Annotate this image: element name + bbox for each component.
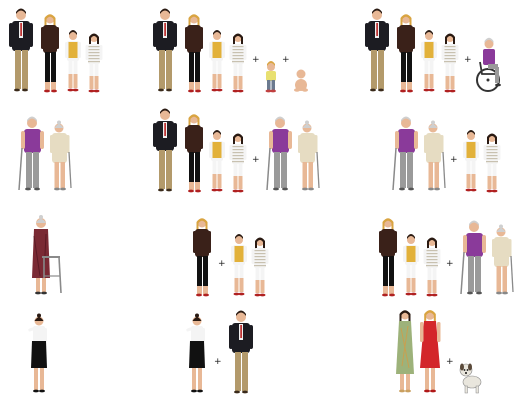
figure-boy-yellow (230, 234, 248, 296)
plus-sign: + (218, 259, 226, 269)
figure-boy-yellow (420, 30, 438, 92)
figure-girl-stripes (440, 32, 460, 92)
figure-man-suit (150, 108, 180, 192)
plus-sign: + (464, 55, 472, 65)
figure-old-woman-cream (296, 122, 320, 192)
figure-boy-yellow (64, 30, 82, 92)
figure-old-man-purple (16, 116, 46, 192)
plus-sign: + (252, 55, 260, 65)
figure-boy-yellow (402, 234, 420, 296)
figure-boy-yellow (208, 130, 226, 192)
figure-woman-brown (182, 12, 206, 92)
figure-woman-skirt (26, 314, 52, 394)
figure-woman-brown (394, 12, 418, 92)
figure-woman-green-dress (394, 308, 416, 394)
plus-sign: + (446, 259, 454, 269)
figure-man-suit (150, 8, 180, 92)
figure-old-man-purple (264, 116, 294, 192)
figure-baby (294, 68, 308, 92)
figure-girl-stripes (228, 32, 248, 92)
figure-old-man-purple (458, 220, 488, 296)
figure-small-dog (458, 358, 484, 394)
figure-person-wheelchair (476, 38, 500, 92)
figure-old-man-purple (390, 116, 420, 192)
plus-sign: + (282, 55, 290, 65)
figure-man-suit (362, 8, 392, 92)
figure-woman-brown (182, 112, 206, 192)
figure-man-suit (226, 310, 256, 394)
plus-sign: + (450, 155, 458, 165)
figure-boy-yellow (208, 30, 226, 92)
figure-boy-yellow (462, 130, 480, 192)
figure-old-woman-cream (422, 122, 446, 192)
figure-man-suit (6, 8, 36, 92)
figure-old-woman-cream (490, 226, 514, 296)
figure-old-woman-cream (48, 122, 72, 192)
plus-sign: + (252, 155, 260, 165)
figure-girl-stripes (422, 236, 442, 296)
figure-woman-brown (376, 216, 400, 296)
figure-old-woman-walker (24, 216, 64, 296)
figure-woman-brown (38, 12, 62, 92)
figure-girl-stripes (84, 32, 104, 92)
figure-woman-brown (190, 216, 214, 296)
plus-sign: + (214, 357, 222, 367)
figure-girl-stripes (228, 132, 248, 192)
figure-woman-skirt (184, 314, 210, 394)
figure-toddler (264, 62, 278, 92)
figure-girl-stripes (250, 236, 270, 296)
figure-girl-stripes (482, 132, 502, 192)
figure-woman-red-dress (418, 308, 442, 394)
plus-sign: + (446, 357, 454, 367)
